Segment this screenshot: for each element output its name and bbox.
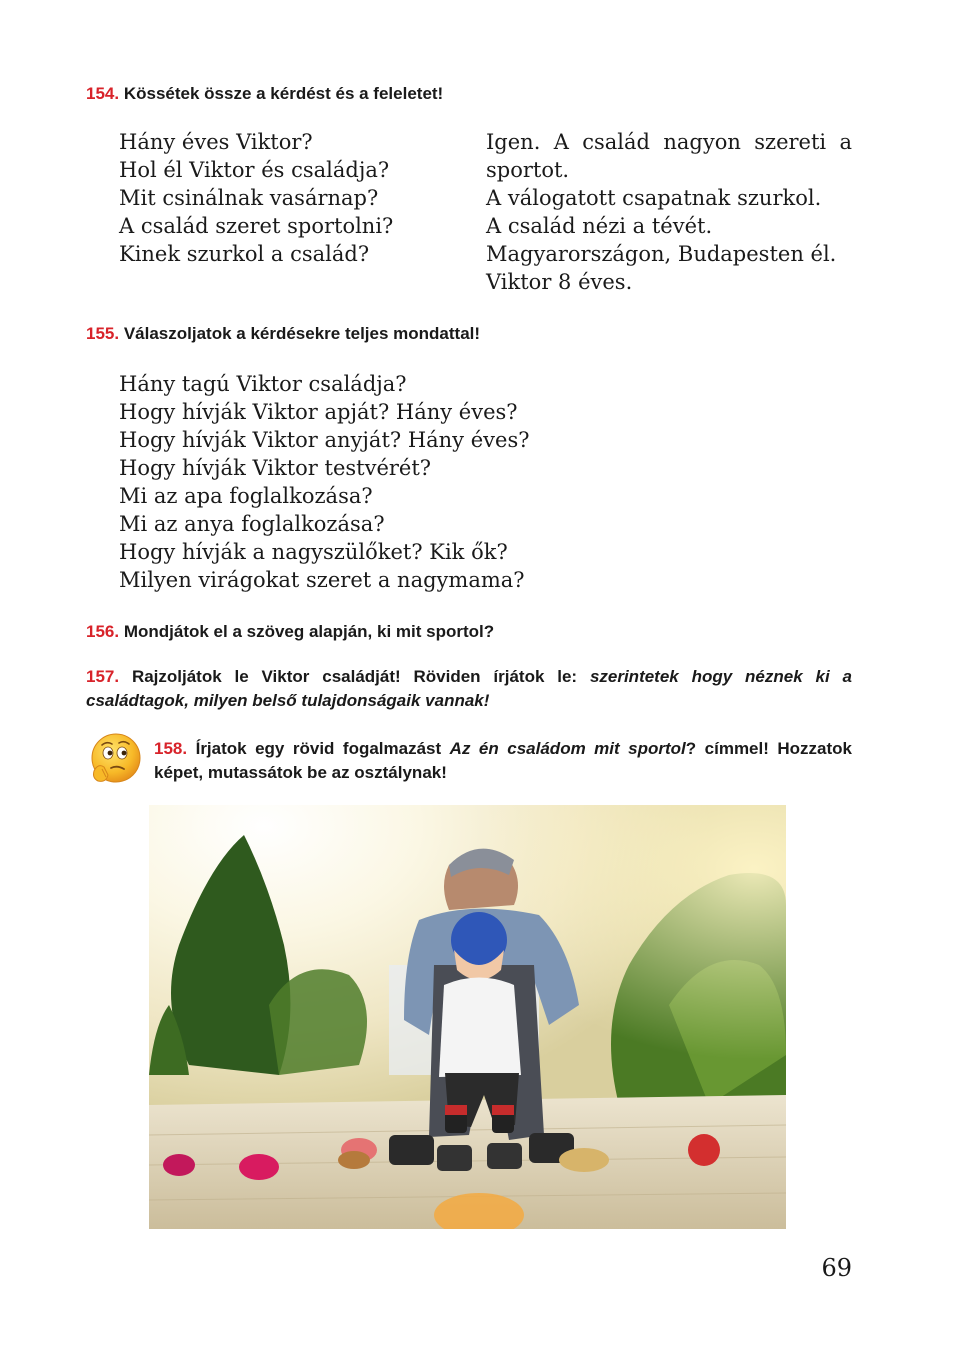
answer-item: Viktor 8 éves. <box>486 270 633 294</box>
exercise-156-title <box>86 620 856 644</box>
exercise-158-title <box>154 737 852 785</box>
exercise-155-number: 155. <box>86 324 120 343</box>
exercise-154-number: 154. <box>86 84 120 103</box>
question-item: Hogy hívják Viktor testvérét? <box>119 456 432 480</box>
question-item: Kinek szurkol a család? <box>119 242 370 266</box>
exercise-158-instruction-part1: Írjatok egy rövid fogalmazást <box>195 739 450 758</box>
question-item: Hogy hívják Viktor apját? Hány éves? <box>119 400 518 424</box>
exercise-155-questions <box>119 370 719 594</box>
question-item: Hogy hívják Viktor anyját? Hány éves? <box>119 428 530 452</box>
exercise-154-answers <box>486 128 852 296</box>
exercise-157-number: 157. <box>86 667 120 686</box>
exercise-157-instruction: Rajzoljátok le Viktor családját! Röviden írjátok le: <box>131 667 590 686</box>
exercise-158-instruction-part2: ? címmel! Hozzatok képet, mutassátok be az osztálynak! <box>154 739 853 782</box>
question-item: Mit csinálnak vasárnap? <box>119 186 379 210</box>
question-item: Milyen virágokat szeret a nagymama? <box>119 568 525 592</box>
question-item: Hány éves Viktor? <box>119 130 313 154</box>
exercise-154-questions <box>119 128 459 268</box>
question-item: Mi az anya foglalkozása? <box>119 512 385 536</box>
question-item: Mi az apa foglalkozása? <box>119 484 373 508</box>
exercise-156-instruction: Mondjátok el a szöveg alapján, ki mit sportol? <box>123 622 495 641</box>
exercise-158-number: 158. <box>154 739 188 758</box>
thinking-face-icon <box>86 731 144 789</box>
exercise-155-instruction: Válaszoljatok a kérdésekre teljes mondattal! <box>123 324 481 343</box>
answer-item: Magyarországon, Budapesten él. <box>486 242 837 266</box>
answer-item: sportot. <box>486 158 570 182</box>
question-item: Hány tagú Viktor családja? <box>119 372 407 396</box>
family-sport-photo <box>149 805 786 1229</box>
answer-item: Igen. A család nagyon szereti a <box>486 130 852 154</box>
exercise-156-number: 156. <box>86 622 120 641</box>
exercise-158-instruction-italic: Az én családom mit sportol <box>449 739 686 758</box>
exercise-157-title <box>86 665 852 713</box>
exercise-154-title <box>86 82 856 106</box>
question-item: Hogy hívják a nagyszülőket? Kik ők? <box>119 540 508 564</box>
answer-item: A család nézi a tévét. <box>486 214 713 238</box>
exercise-157-instruction-italic: szerintetek hogy néznek ki a családtagok, milyen belső tulajdonságaik vannak! <box>86 667 852 710</box>
exercise-154-instruction: Kössétek össze a kérdést és a feleletet! <box>123 84 444 103</box>
answer-item: A válogatott csapatnak szurkol. <box>486 186 822 210</box>
exercise-155-title <box>86 322 856 346</box>
page-number: 69 <box>821 1254 852 1282</box>
question-item: A család szeret sportolni? <box>119 214 394 238</box>
question-item: Hol él Viktor és családja? <box>119 158 390 182</box>
